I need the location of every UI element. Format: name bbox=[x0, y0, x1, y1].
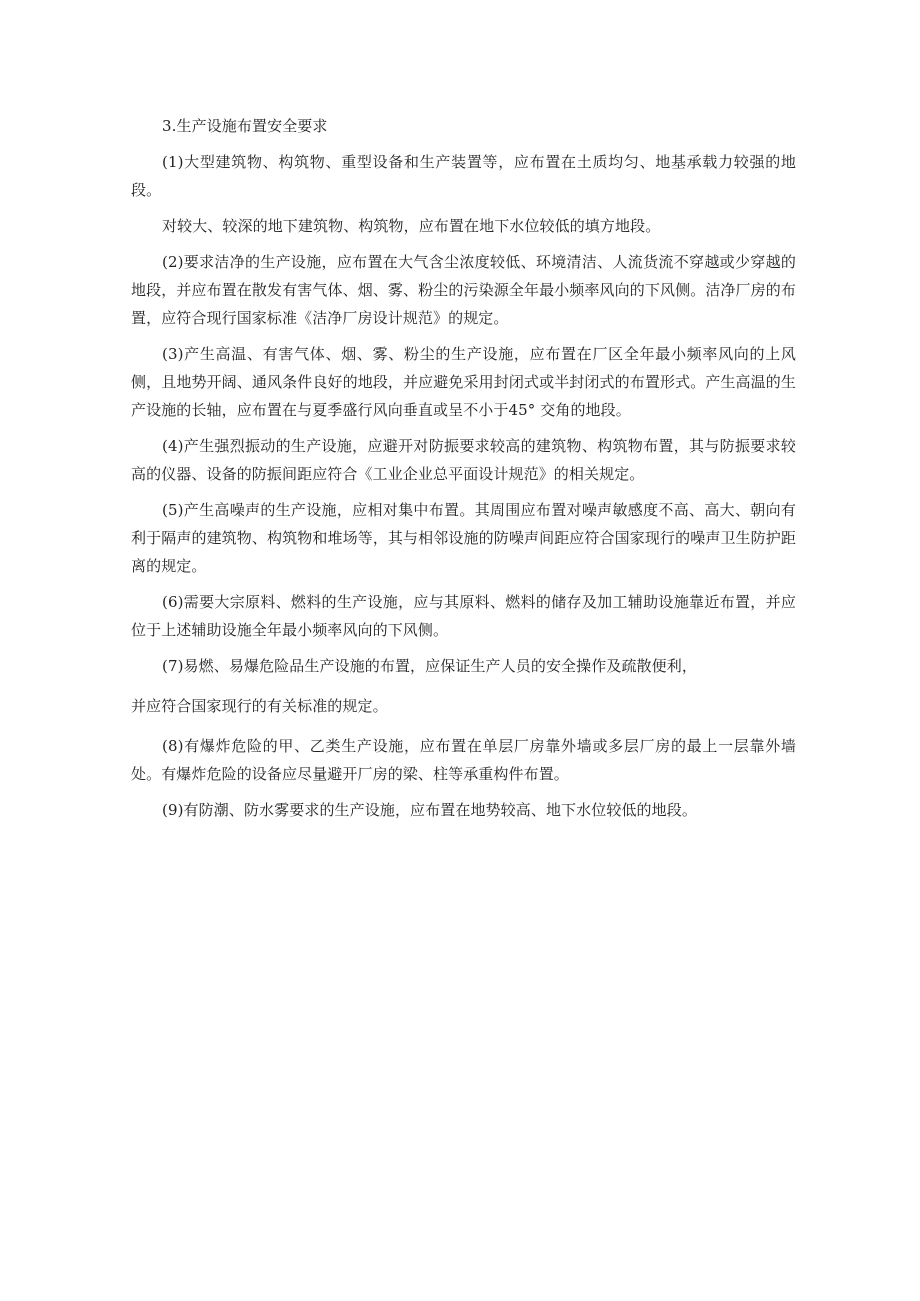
paragraph-7: (7)易燃、易爆危险品生产设施的布置，应保证生产人员的安全操作及疏散便利， bbox=[162, 657, 697, 675]
paragraph-6: (6)需要大宗原料、燃料的生产设施，应与其原料、燃料的储存及加工辅助设施靠近布置，并应位于上述辅助设施全年最小频率风向的下风侧。 bbox=[131, 593, 796, 639]
paragraph-7-continuation: 并应符合国家现行的有关标准的规定。 bbox=[131, 697, 388, 715]
paragraph-9: (9)有防潮、防水雾要求的生产设施，应布置在地势较高、地下水位较低的地段。 bbox=[162, 801, 697, 819]
document-body bbox=[131, 112, 796, 824]
paragraph-5: (5)产生高噪声的生产设施，应相对集中布置。其周围应布置对噪声敏感度不高、高大、朝向有利于隔声的建筑物、构筑物和堆场等，其与相邻设施的防噪声间距应符合国家现行的噪声卫生防护距离的规定。 bbox=[131, 501, 796, 575]
paragraph-8: (8)有爆炸危险的甲、乙类生产设施，应布置在单层厂房靠外墙或多层厂房的最上一层靠外墙处。有爆炸危险的设备应尽量避开厂房的梁、柱等承重构件布置。 bbox=[131, 737, 796, 783]
paragraph-4: (4)产生强烈振动的生产设施，应避开对防振要求较高的建筑物、构筑物布置，其与防振要求较高的仪器、设备的防振间距应符合《工业企业总平面设计规范》的相关规定。 bbox=[131, 437, 796, 483]
paragraph-3: (3)产生高温、有害气体、烟、雾、粉尘的生产设施，应布置在厂区全年最小频率风向的上风侧，且地势开阔、通风条件良好的地段，并应避免采用封闭式或半封闭式的布置形式。产生高温的生产设施的长轴，应布置在与夏季盛行风向垂直或呈不小于45° 交角的地段。 bbox=[131, 345, 796, 419]
paragraph-1: (1)大型建筑物、构筑物、重型设备和生产装置等，应布置在土质均匀、地基承载力较强的地段。 bbox=[131, 153, 796, 199]
paragraph-1-supplement: 对较大、较深的地下建筑物、构筑物，应布置在地下水位较低的填方地段。 bbox=[162, 217, 661, 235]
section-heading: 3.生产设施布置安全要求 bbox=[162, 117, 328, 135]
paragraph-2: (2)要求洁净的生产设施，应布置在大气含尘浓度较低、环境清洁、人流货流不穿越或少穿越的地段，并应布置在散发有害气体、烟、雾、粉尘的污染源全年最小频率风向的下风侧。洁净厂房的布置，应符合现行国家标准《洁净厂房设计规范》的规定。 bbox=[131, 253, 796, 327]
